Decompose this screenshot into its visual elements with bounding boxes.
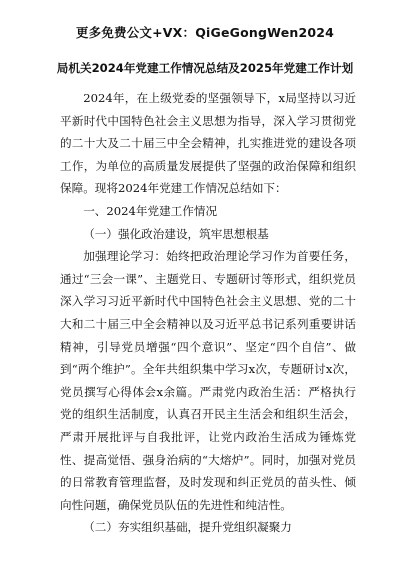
document-body	[60, 87, 356, 539]
intro-paragraph: 2024年，在上级党委的坚强领导下，x局坚持以习近平新时代中国特色社会主义思想为指导，深入学习贯彻党的二十大及二十届三中全会精神，扎实推进党的建设各项工作，为单位的高质量发展提供了坚强的政治保障和组织保障。现将2024年党建工作情况总结如下：	[60, 91, 356, 196]
subsection-heading: （一）强化政治建设，筑牢思想根基	[83, 226, 269, 241]
document-title: 局机关2024年党建工作情况总结及2025年党建工作计划	[56, 61, 354, 75]
subsection-heading: （二）夯实组织基础，提升党组织凝聚力	[83, 520, 292, 535]
header-banner: 更多免费公文+VX：QiGeGongWen2024	[75, 25, 335, 40]
section-heading: 一、2024年党建工作情况	[83, 203, 218, 218]
body-paragraph: 加强理论学习：始终把政治理论学习作为首要任务，通过“三会一课”、主题党日、专题研讨等形式，组织党员深入学习习近平新时代中国特色社会主义思想、党的二十大和二十届三中全会精神以及习近平总书记系列重要讲话精神，引导党员增强“四个意识”、坚定“四个自信”、做到“两个维护”。全年共组织集中学习x次，专题研讨x次，党员撰写心得体会x余篇。严肃党内政治生活：严格执行党的组织生活制度，认真召开民主生活会和组织生活会，严肃开展批评与自我批评，让党内政治生活成为锤炼党性、提高觉悟、强身治病的“大熔炉”。同时，加强对党员的日常教育管理监督，及时发现和纠正党员的苗头性、倾向性问题，确保党员队伍的先进性和纯洁性。	[60, 249, 356, 512]
